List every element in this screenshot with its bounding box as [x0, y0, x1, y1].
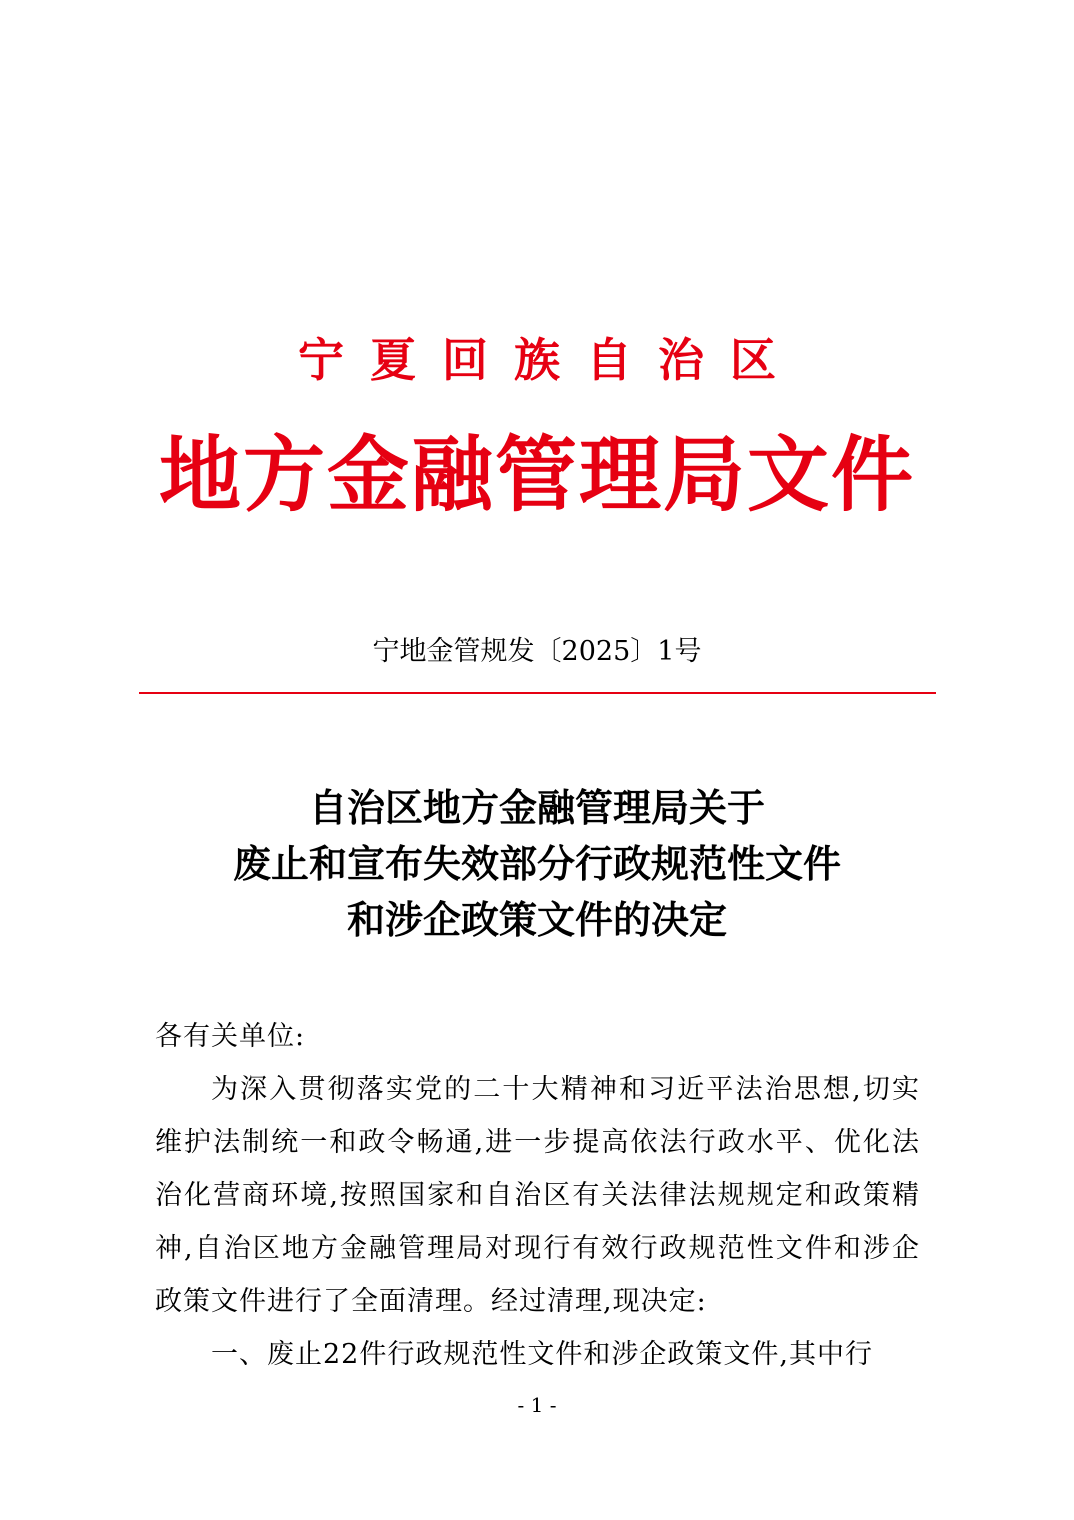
red-divider-line	[139, 692, 936, 694]
salutation: 各有关单位:	[155, 1021, 306, 1052]
title-line-2: 废止和宣布失效部分行政规范性文件	[232, 841, 841, 886]
title-line-3: 和涉企政策文件的决定	[346, 897, 727, 942]
page-number: - 1 -	[517, 1393, 557, 1417]
body-paragraph-1: 为深入贯彻落实党的二十大精神和习近平法治思想,切实维护法制统一和政令畅通,进一步提高依法行政水平、优化法治化营商环境,按照国家和自治区有关法律法规规定和政策精神,自治区地方金融管理局对现行有效行政规范性文件和涉企政策文件进行了全面清理。经过清理,现决定:	[155, 1074, 920, 1317]
title-line-1: 自治区地方金融管理局关于	[308, 785, 765, 830]
document-number: 宁地金管规发〔2025〕1号	[372, 636, 702, 667]
document-title	[0, 780, 1074, 948]
masthead-top-line: 宁夏回族自治区	[298, 333, 802, 387]
body-paragraph-2: 一、废止22件行政规范性文件和涉企政策文件,其中行	[211, 1339, 873, 1370]
masthead-main-line: 地方金融管理局文件	[158, 427, 915, 523]
